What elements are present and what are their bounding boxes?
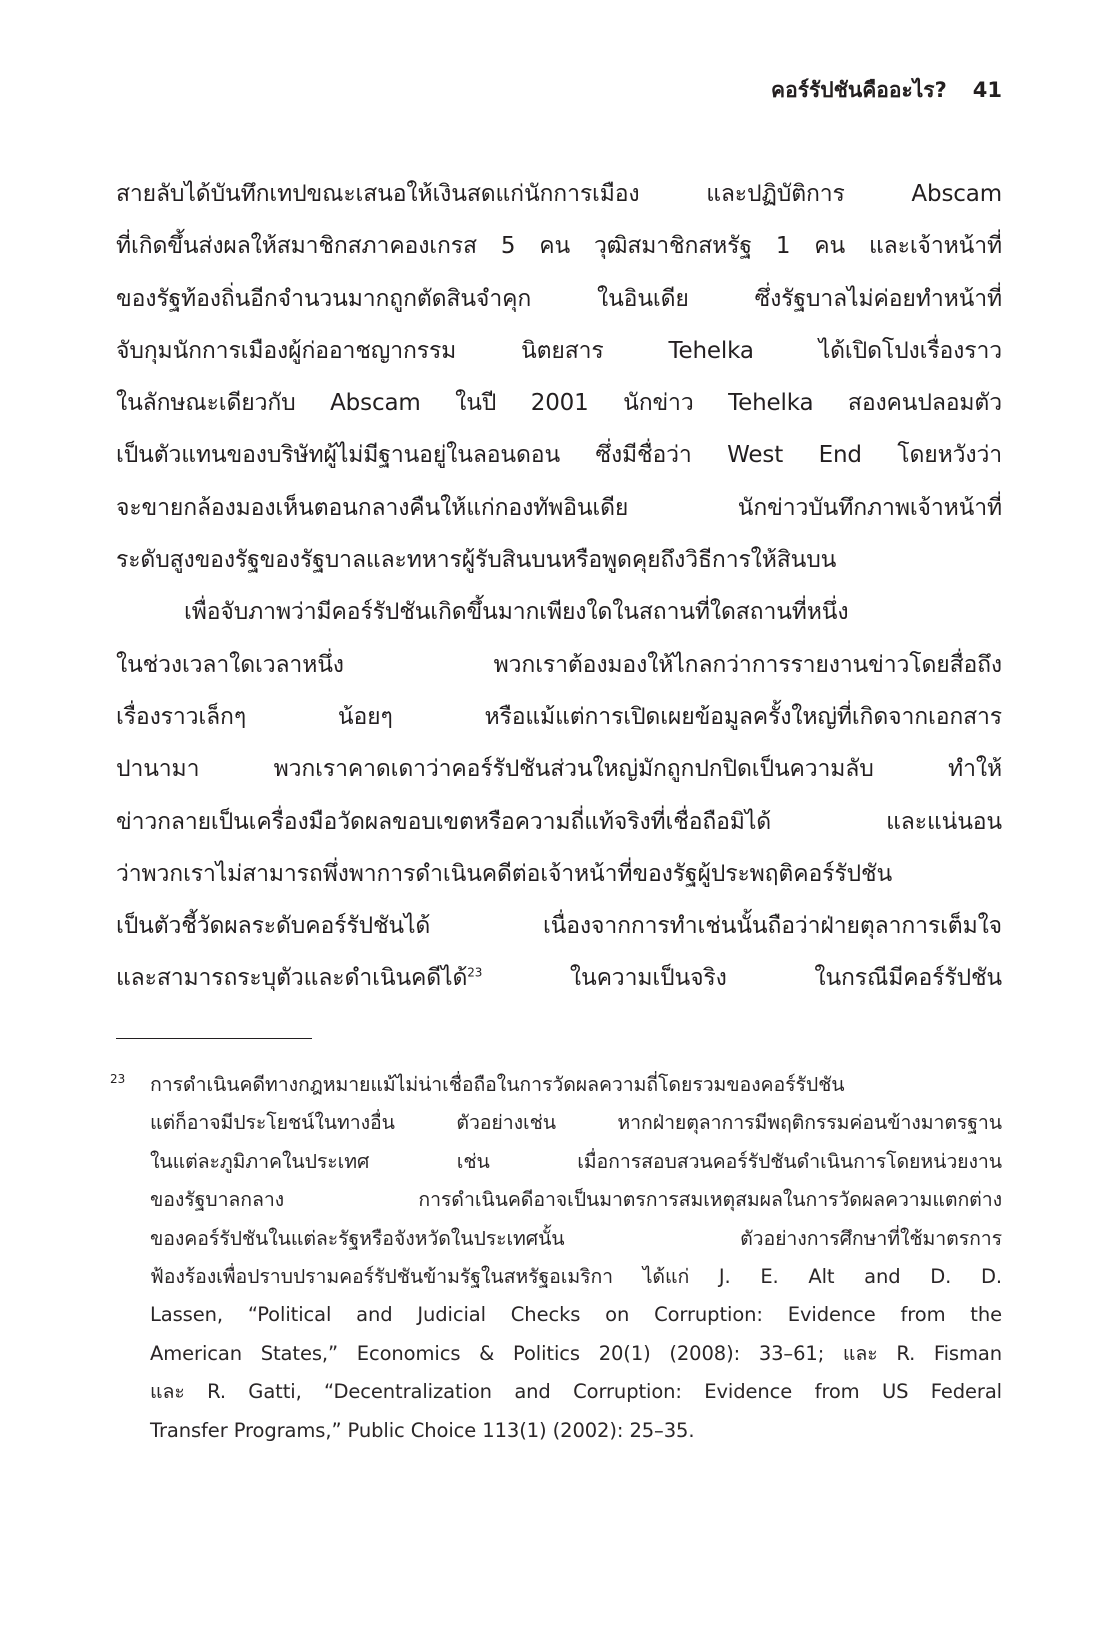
body-line: ปานามา พวกเราคาดเดาว่าคอร์รัปชันส่วนใหญ่มักถูกปกปิดเป็นความลับ ทำให้ (116, 756, 1002, 783)
footnote-line: ของรัฐบาลกลาง การดำเนินคดีอาจเป็นมาตรการสมเหตุสมผลในการวัดผลความแตกต่าง (150, 1188, 1002, 1212)
footnote-line: ในแต่ละภูมิภาคในประเทศ เช่น เมื่อการสอบสวนคอร์รัปชันดำเนินการโดยหน่วยงาน (150, 1149, 1002, 1173)
footnote-number: 23 (110, 1072, 126, 1086)
footnote-line: และ R. Gatti, “Decentralization and Corruption: Evidence from US Federal (150, 1380, 1002, 1404)
paragraph-2 (116, 586, 1002, 1004)
body-line: เป็นตัวแทนของบริษัทผู้ไม่มีฐานอยู่ในลอนดอน ซึ่งมีชื่อว่า West End โดยหวังว่า (116, 442, 1002, 469)
footnote-23 (110, 1066, 1002, 1450)
footnote-line: American States,” Economics & Politics 20(1) (2008): 33–61; และ R. Fisman (150, 1341, 1002, 1365)
body-line: จะขายกล้องมองเห็นตอนกลางคืนให้แก่กองทัพอินเดีย นักข่าวบันทึกภาพเจ้าหน้าที่ (116, 494, 1002, 521)
footnote-text (150, 1066, 1002, 1450)
body-line: ของรัฐท้องถิ่นอีกจำนวนมากถูกตัดสินจำคุก ในอินเดีย ซึ่งรัฐบาลไม่ค่อยทำหน้าที่ (116, 285, 1002, 312)
body-line: ระดับสูงของรัฐของรัฐบาลและทหารผู้รับสินบนหรือพูดคุยถึงวิธีการให้สินบน (116, 547, 837, 574)
footnote-line: ของคอร์รัปชันในแต่ละรัฐหรือจังหวัดในประเทศนั้น ตัวอย่างการศึกษาที่ใช้มาตรการ (150, 1226, 1002, 1250)
body-line: เพื่อจับภาพว่ามีคอร์รัปชันเกิดขึ้นมากเพียงใดในสถานที่ใดสถานที่หนึ่ง (184, 599, 849, 626)
body-text-segment: และสามารถระบุตัวและดำเนินคดีได้ (116, 965, 468, 992)
body-line: ข่าวกลายเป็นเครื่องมือวัดผลขอบเขตหรือความถี่แท้จริงที่เชื่อถือมิได้ และแน่นอน (116, 808, 1002, 835)
body-line: ในลักษณะเดียวกับ Abscam ในปี 2001 นักข่าว Tehelka สองคนปลอมตัว (116, 390, 1002, 417)
footnote-line: Lassen, “Political and Judicial Checks on Corruption: Evidence from the (150, 1303, 1002, 1327)
paragraph-1 (116, 168, 1002, 586)
footnote-line: การดำเนินคดีทางกฎหมายแม้ไม่น่าเชื่อถือในการวัดผลความถี่โดยรวมของคอร์รัปชัน (150, 1073, 845, 1096)
body-line: เรื่องราวเล็กๆ น้อยๆ หรือแม้แต่การเปิดเผยข้อมูลครั้งใหญ่ที่เกิดจากเอกสาร (116, 703, 1002, 730)
page-number: 41 (972, 78, 1002, 102)
footnote-line: แต่ก็อาจมีประโยชน์ในทางอื่น ตัวอย่างเช่น หากฝ่ายตุลาการมีพฤติกรรมค่อนข้างมาตรฐาน (150, 1111, 1002, 1135)
chapter-title: คอร์รัปชันคืออะไร? (771, 78, 947, 102)
body-text-segment: ในความเป็นจริง ในกรณีมีคอร์รัปชัน (482, 965, 1002, 992)
footnote-line: Transfer Programs,” Public Choice 113(1) (2002): 25–35. (150, 1418, 695, 1442)
body-line: ที่เกิดขึ้นส่งผลให้สมาชิกสภาคองเกรส 5 คน วุฒิสมาชิกสหรัฐ 1 คน และเจ้าหน้าที่ (116, 233, 1002, 260)
body-line: จับกุมนักการเมืองผู้ก่ออาชญากรรม นิตยสาร Tehelka ได้เปิดโปงเรื่องราว (116, 337, 1002, 364)
footnote-divider (116, 1038, 312, 1039)
body-line-with-footnote-ref (116, 952, 1002, 1004)
footnote-reference[interactable]: 23 (467, 965, 483, 980)
running-head (771, 74, 1002, 107)
body-line: เป็นตัวชี้วัดผลระดับคอร์รัปชันได้ เนื่องจากการทำเช่นนั้นถือว่าฝ่ายตุลาการเต็มใจ (116, 913, 1002, 940)
body-line: ในช่วงเวลาใดเวลาหนึ่ง พวกเราต้องมองให้ไกลกว่าการรายงานข่าวโดยสื่อถึง (116, 651, 1002, 678)
footnote-line: ฟ้องร้องเพื่อปราบปรามคอร์รัปชันข้ามรัฐในสหรัฐอเมริกา ได้แก่ J. E. Alt and D. D. (150, 1264, 1002, 1288)
body-line: ว่าพวกเราไม่สามารถพึ่งพาการดำเนินคดีต่อเจ้าหน้าที่ของรัฐผู้ประพฤติคอร์รัปชัน (116, 860, 893, 887)
body-line: สายลับได้บันทึกเทปขณะเสนอให้เงินสดแก่นักการเมือง และปฏิบัติการ Abscam (116, 181, 1002, 207)
body-text (116, 168, 1002, 1005)
